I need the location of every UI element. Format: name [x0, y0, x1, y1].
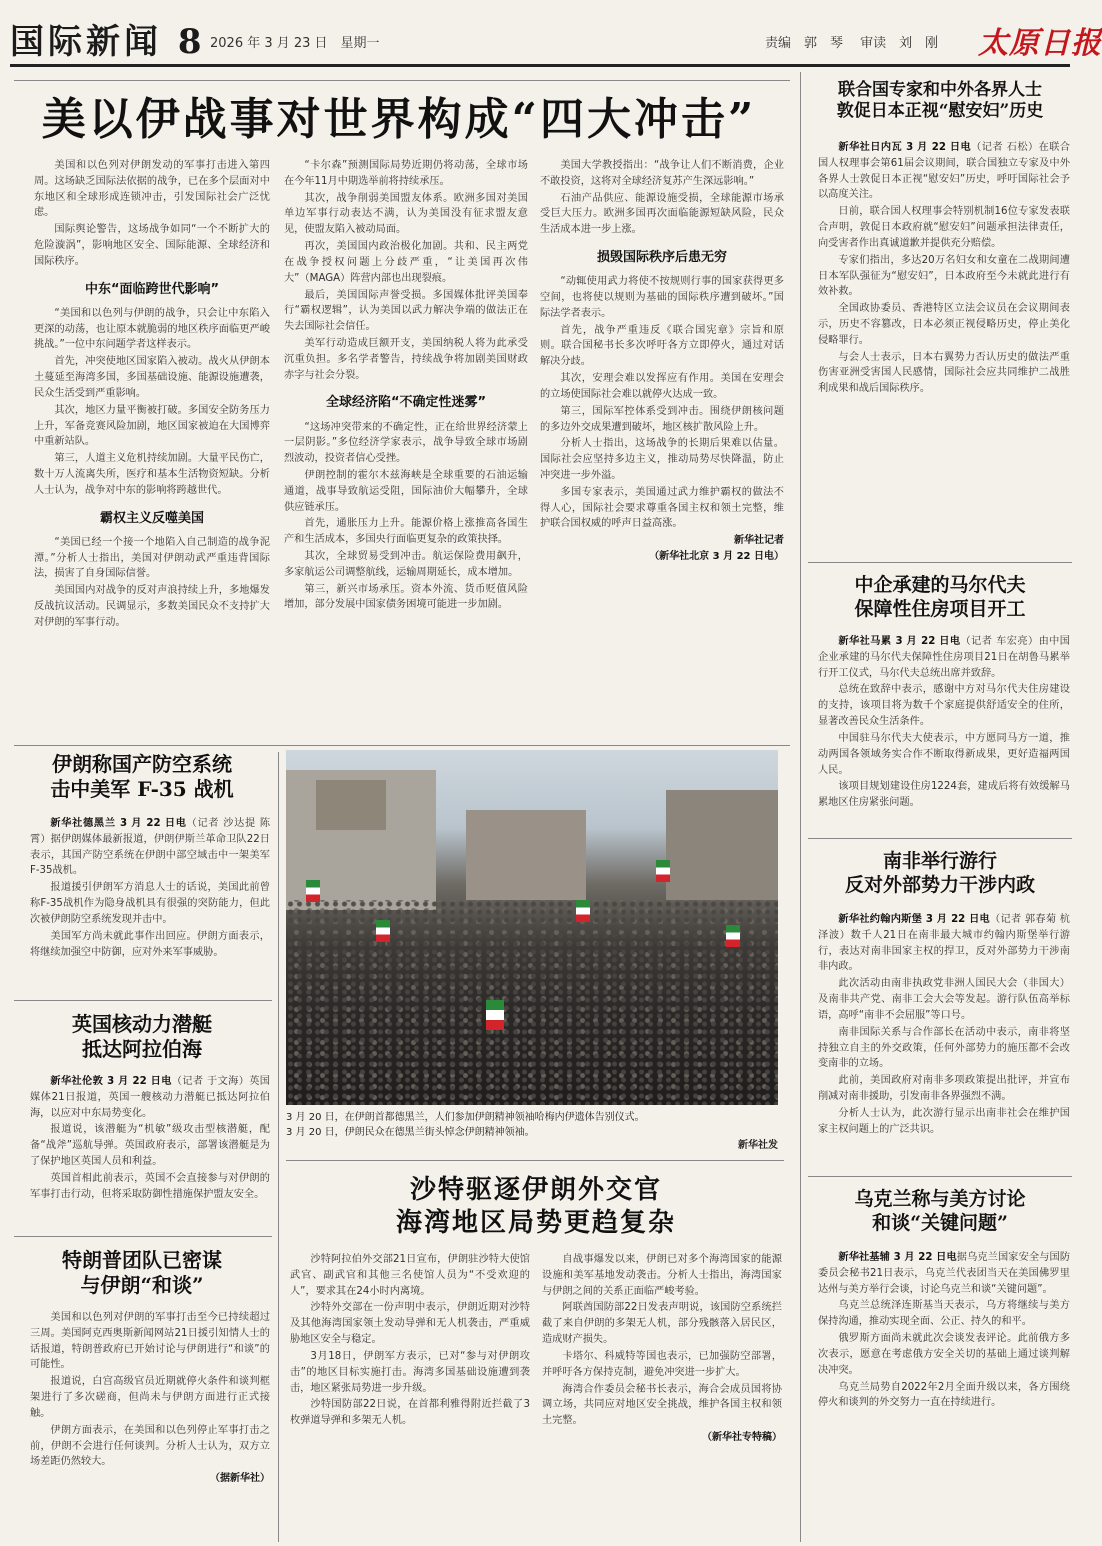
subhead-middle-east: 中东“面临跨世代影响”	[84, 281, 220, 297]
masthead-rule	[10, 64, 1070, 67]
right-rule-2	[808, 838, 1072, 839]
story-maldives-body: 新华社马累 3 月 22 日电（记者 车宏亮）由中国企业承建的马尔代夫保障性住房项目21日在胡鲁马累举行开工仪式，马尔代夫总统出席并致辞。 总统在致辞中表示，感谢中方对马尔代夫住房建设的支持，该项目将为数千个家庭提供舒适安全的住所，显著改善民众生活条件。 中国驻马尔代夫大使表示，中方愿同马方一道，推动两国各领域务实合作不断取得新成果，更好造福两国人民。 该项目规划建设住房1224套，建成后将有效缓解马累地区住房紧张问题。	[818, 636, 1070, 809]
main-column-3: 美国大学教授指出：“战争让人们不断消费，企业不敢投资，这将对全球经济复苏产生深远影响。” 石油产品供应、能源设施受损，全球能源市场承受巨大压力。欧洲多国再次面临能源短缺风险，民众生活成本进一步上涨。 损毁国际秩序后患无穷 “动辄使用武力将使不按规则行事的国家获得更多空间，也将使以规则为基础的国际秩序遭到破坏。”国际法学者表示。 首先，战争严重违反《联合国宪章》宗旨和原则。联合国秘书长多次呼吁各方立即停火，通过对话解决分歧。 其次，安理会难以发挥应有作用。美国在安理会的立场使国际社会难以就停火达成一致。 第三，国际军控体系受到冲击。围绕伊朗核问题的多边外交成果遭到破坏，地区核扩散风险上升。 分析人士指出，这场战争的长期后果难以估量。国际社会应坚持多边主义，推动局势尽快降温，防止冲突进一步外溢。 多国专家表示，美国通过武力维护霸权的做法不得人心，国际社会要求尊重各国主权和领土完整，维护联合国权威的呼声日益高涨。 新华社记者 （新华社北京 3 月 22 日电）	[540, 158, 784, 740]
story-south-africa-body: 新华社约翰内斯堡 3 月 22 日电（记者 郭春菊 杭泽波）数千人21日在南非最大城市约翰内斯堡举行游行，表达对南非国家主权的捍卫，反对外部势力干涉南非内政。 此次活动由南非执政党非洲人国民大会（非国大）及南非共产党、南非工会大会等发起。游行队伍高举标语，高呼“南非不会屈服”等口号。 南非国际关系与合作部长在活动中表示，南非将坚持独立自主的外交政策，任何外部势力的施压都不会改变南非的立场。 此前，美国政府对南非多项政策提出批评，并宣布削减对南非援助，引发南非各界强烈不满。 分析人士认为，此次游行显示出南非社会在维护国家主权问题上的广泛共识。	[818, 914, 1070, 1135]
main-bottom-rule	[14, 745, 790, 746]
story-maldives-headline: 中企承建的马尔代夫 保障性住房项目开工	[854, 574, 1026, 620]
main-byline: 新华社记者	[734, 535, 784, 547]
main-headline: 美以伊战事对世界构成“四大冲击”	[41, 94, 757, 145]
editors-credit: 责编 郭 琴 审读 刘 刚	[765, 36, 939, 51]
main-top-rule	[14, 80, 790, 81]
page-number: 8	[177, 22, 206, 62]
left-rule-2	[14, 1236, 272, 1237]
left-rule-1	[14, 1000, 272, 1001]
section-title: 国际新闻 8	[10, 22, 206, 62]
story-submarine-headline: 英国核动力潜艇 抵达阿拉伯海	[72, 1012, 212, 1061]
left-column-rule	[278, 752, 279, 1542]
subhead-international-order: 损毁国际秩序后患无穷	[596, 250, 727, 266]
story-saudi-column-1: 沙特阿拉伯外交部21日宣布，伊朗驻沙特大使馆武官、副武官和其他三名使馆人员为“不受欢迎的人”，要求其在24小时内离境。 沙特外交部在一份声明中表示，伊朗近期对沙特及其他海湾国家领土发动导弹和无人机袭击，严重威胁地区安全与稳定。 3月18日，伊朗军方表示，已对“参与对伊朗攻击”的地区目标实施打击。海湾多国基础设施遭到袭击，地区紧张局势进一步升级。 沙特国防部22日说，在首都利雅得附近拦截了3枚弹道导弹和多架无人机。	[290, 1254, 530, 1427]
story-talks-body: 美国和以色列对伊朗的军事打击至今已持续超过三周。美国阿克西奥斯新闻网站21日援引知情人士的话报道，特朗普政府已开始讨论与伊朗进行“和谈”的可能性。 报道说，白宫高级官员近期就停火条件和谈判框架进行了多次磋商，但尚未与伊朗方面进行正式接触。 伊朗方面表示，在美国和以色列停止军事打击之前，伊朗不会进行任何谈判。分析人士认为，双方立场差距仍然较大。 （据新华社）	[30, 1312, 270, 1485]
photo-credit: 新华社发	[738, 1140, 778, 1151]
subhead-hegemony: 霸权主义反噬美国	[99, 510, 204, 526]
story-south-africa-headline: 南非举行游行 反对外部势力干涉内政	[844, 850, 1035, 896]
story-saudi-column-2: 自战事爆发以来，伊朗已对多个海湾国家的能源设施和美军基地发动袭击。分析人士指出，海湾国家与伊朗之间的关系正面临严峻考验。 阿联酋国防部22日发表声明说，该国防空系统拦截了来自伊朗的多架无人机，部分残骸落入居民区，造成财产损失。 卡塔尔、科威特等国也表示，已加强防空部署，并呼吁各方保持克制，避免冲突进一步扩大。 海湾合作委员会秘书长表示，海合会成员国将协调立场，共同应对地区安全挑战，维护各国主权和领土完整。 （新华社专特稿）	[542, 1254, 782, 1443]
story-talks-headline: 特朗普团队已密谋 与伊朗“和谈”	[62, 1248, 222, 1297]
right-column-rule	[800, 72, 801, 1542]
story-f35-body: 新华社德黑兰 3 月 22 日电（记者 沙达提 陈霄）据伊朗媒体最新报道，伊朗伊斯兰革命卫队22日表示，其国产防空系统在伊朗中部空域击中一架美军F-35战机。 报道援引伊朗军方消息人士的话说，美国此前曾称F-35战机作为隐身战机具有很强的突防能力，但此次被伊朗防空系统发现并击中。 美国军方尚未就此事作出回应。伊朗方面表示，将继续加强空中防御，应对外来军事威胁。	[30, 818, 271, 958]
photo-caption: 3 月 20 日，在伊朗首都德黑兰，人们参加伊朗精神领袖哈梅内伊遗体告别仪式。 3 月 20 日，伊朗民众在德黑兰街头悼念伊朗精神领袖。	[286, 1112, 645, 1138]
newspaper-logo: 太原日报	[978, 26, 1102, 61]
story-ukraine-headline: 乌克兰称与美方讨论 和谈“关键问题”	[854, 1188, 1026, 1234]
story-f35-headline: 伊朗称国产防空系统 击中美军 F-35 战机	[50, 752, 234, 801]
main-credit: （新华社北京 3 月 22 日电）	[649, 550, 784, 562]
main-column-1: 美国和以色列对伊朗发动的军事打击进入第四周。这场缺乏国际法依据的战争，已在多个层面对中东地区和全球形成连锁冲击，引发国际社会广泛忧虑。 国际舆论警告，这场战争如同“一个不断扩大的危险漩涡”，影响地区安全、国际能源、全球经济和国际秩序。 中东“面临跨世代影响” “美国和以色列与伊朗的战争，只会让中东陷入更深的动荡，也让原本就脆弱的地区秩序面临更严峻挑战。”一位中东问题学者这样表示。 首先，冲突使地区国家陷入被动。战火从伊朗本土蔓延至海湾多国，多国基础设施、能源设施遭袭，民众生活受到严重影响。 其次，地区力量平衡被打破。多国安全防务压力上升，军备竞赛风险加剧，地区国家被迫在大国博弈中重新站队。 第三，人道主义危机持续加剧。大量平民伤亡，数十万人流离失所，医疗和基本生活物资短缺。分析人士认为，战争对中东的影响将跨越世代。 霸权主义反噬美国 “美国已经一个接一个地陷入自己制造的战争泥潭。”分析人士指出，美国对伊朗动武严重违背国际法，损害了自身国际信誉。 美国国内对战争的反对声浪持续上升，多地爆发反战抗议活动。民调显示，多数美国民众不支持扩大对伊朗的军事行动。	[34, 160, 270, 628]
main-column-2: “卡尔森”预测国际局势近期仍将动荡，全球市场在今年11月中期选举前将持续承压。 其次，战争削弱美国盟友体系。欧洲多国对美国单边军事行动表达不满，认为美国没有征求盟友意见，使盟友陷入被动局面。 再次，美国国内政治极化加剧。共和、民主两党在战争授权问题上分歧严重，“让美国再次伟大”（MAGA）阵营内部也出现裂痕。 最后，美国国际声誉受损。多国媒体批评美国奉行“霸权逻辑”，认为美国以武力解决争端的做法正在失去国际社会信任。 美军行动造成巨额开支，美国纳税人将为此承受沉重负担。多名学者警告，持续战争将加剧美国财政赤字与社会分裂。 全球经济陷“不确定性迷雾” “这场冲突带来的不确定性，正在给世界经济蒙上一层阴影。”多位经济学家表示，战争导致全球市场剧烈波动，投资者信心受挫。 伊朗控制的霍尔木兹海峡是全球重要的石油运输通道，战事导致航运受阻，国际油价大幅攀升，全球供应链承压。 首先，通胀压力上升。能源价格上涨推高各国生产和生活成本，多国央行面临更复杂的政策抉择。 其次，全球贸易受到冲击。航运保险费用飙升，多家航运公司调整航线，运输周期延长，成本增加。 第三，新兴市场承压。资本外流、货币贬值风险增加，部分发展中国家债务困境可能进一步加剧。	[284, 160, 528, 611]
story-saudi-headline: 沙特驱逐伊朗外交官 海湾地区局势更趋复杂	[395, 1175, 676, 1238]
story-comfort-women-headline: 联合国专家和中外各界人士 敦促日本正视“慰安妇”历史	[836, 80, 1044, 122]
right-rule-3	[808, 1176, 1072, 1177]
photo-bottom-rule	[286, 1160, 784, 1161]
story-submarine-body: 新华社伦敦 3 月 22 日电（记者 于文海）英国媒体21日报道，英国一艘核动力潜艇已抵达阿拉伯海，以应对中东局势变化。 报道说，该潜艇为“机敏”级攻击型核潜艇，配备“战斧”巡航导弹。英国政府表示，部署该潜艇是为了保护地区英国人员和利益。 英国首相此前表示，英国不会直接参与对伊朗的军事打击行动，但将采取防御性措施保护盟友安全。	[30, 1076, 270, 1200]
right-rule-1	[808, 562, 1072, 563]
story-ukraine-body: 新华社基辅 3 月 22 日电据乌克兰国家安全与国防委员会秘书21日表示，乌克兰代表团当天在美国佛罗里达州与美方举行会谈，讨论乌克兰和谈“关键问题”。 乌克兰总统泽连斯基当天表示，乌方将继续与美方保持沟通，推动实现全面、公正、持久的和平。 俄罗斯方面尚未就此次会谈发表评论。此前俄方多次表示，愿意在考虑俄方安全关切的基础上通过谈判解决冲突。 乌克兰局势自2022年2月全面升级以来，各方围绕停火和谈判的外交努力一直在持续进行。	[818, 1252, 1071, 1409]
story-comfort-women-body: 新华社日内瓦 3 月 22 日电（记者 石松）在联合国人权理事会第61届会议期间，联合国独立专家及中外各界人士敦促日本正视“慰安妇”历史，呼吁国际社会予以高度关注。 日前，联合国人权理事会特别机制16位专家发表联合声明，敦促日本政府就“慰安妇”问题承担法律责任，向受害者作出真诚道歉并提供充分赔偿。 专家们指出，多达20万名妇女和女童在二战期间遭日本军队强征为“慰安妇”，日本政府至今未就此进行有效补救。 全国政协委员、香港特区立法会议员在会议期间表示，历史不容篡改，日本必须正视侵略历史，停止美化侵略罪行。 与会人士表示，日本右翼势力否认历史的做法严重伤害亚洲受害国人民感情，国际社会应共同维护二战胜利成果和战后国际秩序。	[818, 142, 1070, 395]
issue-date: 2026 年 3 月 23 日 星期一	[210, 36, 380, 51]
subhead-global-economy: 全球经济陷“不确定性迷雾”	[325, 395, 487, 411]
news-photo	[286, 750, 778, 1105]
